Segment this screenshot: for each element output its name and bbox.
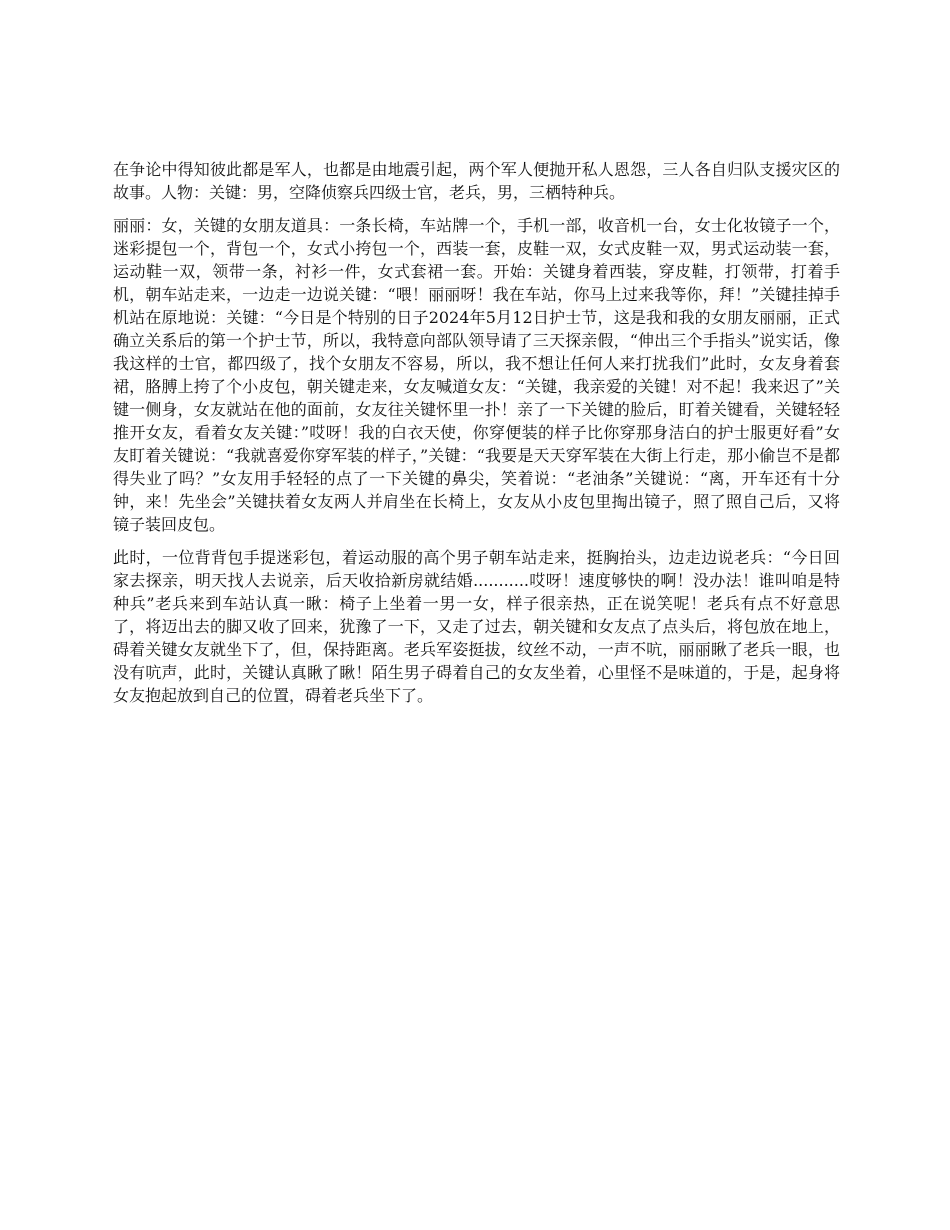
paragraph-3: 此时，一位背背包手提迷彩包，着运动服的高个男子朝车站走来，挺胸抬头，边走边说老兵：“今日回家去探亲，明天找人去说亲，后天收拾新房就结婚...........哎呀！速度够快的啊！没办法！谁叫咱是特种兵”老兵来到车站认真一瞅：椅子上坐着一男一女，样子很亲热，正在说笑呢！老兵有点不好意思了，将迈出去的脚又收了回来，犹豫了一下，又走了过去，朝关键和女友点了点头后，将包放在地上，碍着关键女友就坐下了，但，保持距离。老兵军姿挺拔，纹丝不动，一声不吭，丽丽瞅了老兵一眼，也没有吭声，此时，关键认真瞅了瞅！陌生男子碍着自己的女友坐着，心里怪不是味道的，于是，起身将女友抱起放到自己的位置，碍着老兵坐下了。 (113, 548, 840, 705)
paragraph-1: 在争论中得知彼此都是军人，也都是由地震引起，两个军人便抛开私人恩怨，三人各自归队支援灾区的故事。人物：关键：男，空降侦察兵四级士官，老兵，男，三栖特种兵。 (113, 160, 840, 202)
paragraph-2: 丽丽：女，关键的女朋友道具：一条长椅，车站牌一个，手机一部，收音机一台，女士化妆镜子一个，迷彩提包一个，背包一个，女式小挎包一个，西装一套，皮鞋一双，女式皮鞋一双，男式运动装一套，运动鞋一双，领带一条，衬衫一件，女式套裙一套。开始：关键身着西装，穿皮鞋，打领带，打着手机，朝车站走来，一边走一边说关键：“喂！丽丽呀！我在车站，你马上过来我等你，拜！”关键挂掉手机站在原地说：关键：“今日是个特别的日子2024年5月12日护士节，这是我和我的女朋友丽丽，正式确立关系后的第一个护士节，所以，我特意向部队领导请了三天探亲假，“伸出三个手指头”说实话，像我这样的士官，都四级了，找个女朋友不容易，所以，我不想让任何人来打扰我们”此时，女友身着套裙，胳膊上挎了个小皮包，朝关键走来，女友喊道女友：“关键，我亲爱的关键！对不起！我来迟了”关键一侧身，女友就站在他的面前，女友往关键怀里一扑！亲了一下关键的脸后，盯着关键看，关键轻轻推开女友，看着女友关键：”哎呀！我的白衣天使，你穿便装的样子比你穿那身洁白的护士服更好看”女友盯着关键说：“我就喜爱你穿军装的样子，”关键：“我要是天天穿军装在大街上行走，那小偷岂不是都得失业了吗？”女友用手轻轻的点了一下关键的鼻尖，笑着说：“老油条”关键说：“离，开车还有十分钟，来！先坐会”关键扶着女友两人并肩坐在长椅上，女友从小皮包里掏出镜子，照了照自己后，又将镜子装回皮包。 (113, 216, 840, 534)
document-body (113, 158, 840, 717)
